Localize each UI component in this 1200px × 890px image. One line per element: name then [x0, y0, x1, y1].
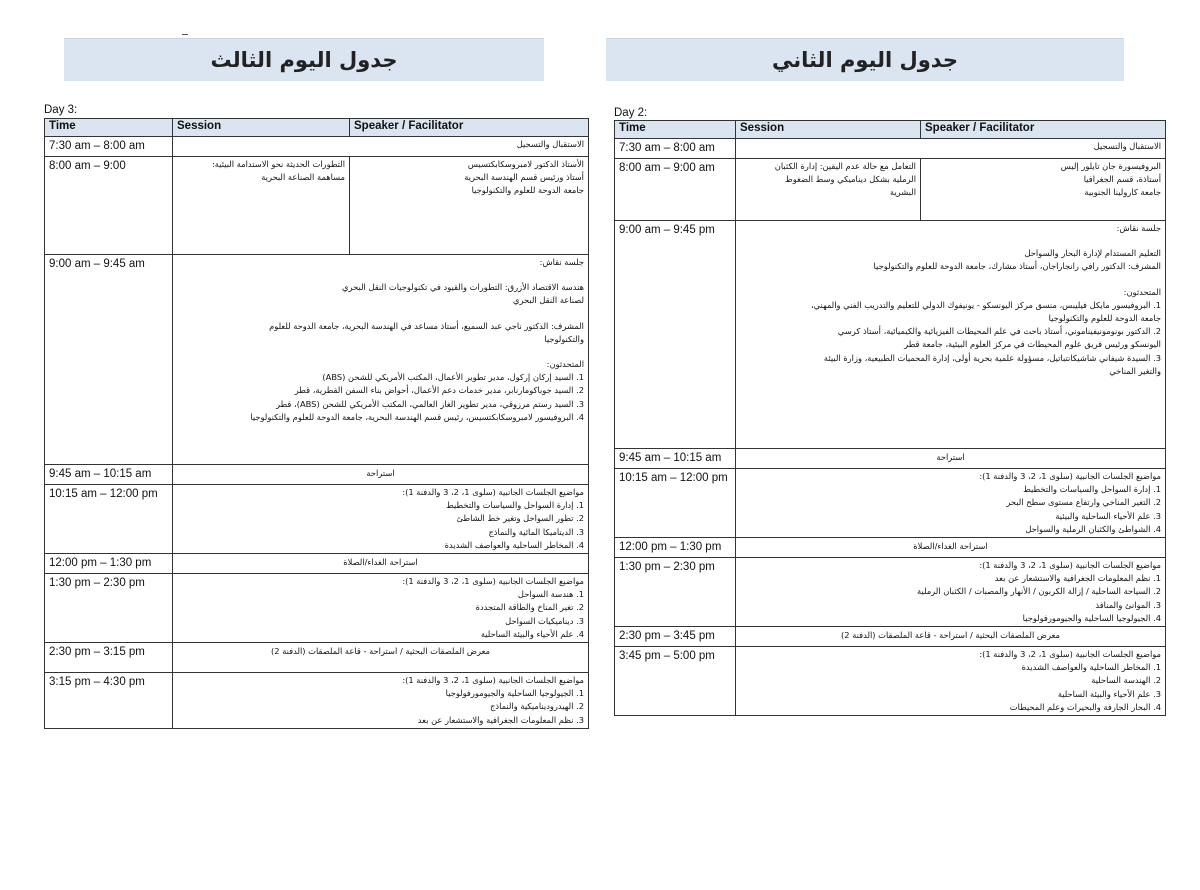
table-row [45, 574, 589, 643]
line-gap [740, 235, 1161, 247]
line-gap [177, 308, 584, 320]
row-session-lines [736, 221, 1166, 449]
row-time: 3:15 pm – 4:30 pm [45, 673, 173, 729]
table-row [615, 469, 1166, 538]
cell-line: البروفيسورة جان تايلور إليس [1060, 161, 1161, 171]
day3-label: Day 3: [44, 104, 78, 116]
table-row [615, 139, 1166, 159]
row-session [736, 159, 921, 221]
day2-schedule-table [614, 120, 1166, 716]
cell-line: الأستاذ الدكتور لامبروسكابكتسيس [467, 159, 584, 169]
cell-line: 1. إدارة السواحل والسياسات والتخطيط [446, 500, 584, 511]
cell-line: البشرية [889, 187, 916, 198]
row-time: 10:15 am – 12:00 pm [45, 485, 173, 554]
row-session-text: معرض الملصقات البحثية / استراحة - قاعة الملصقات (الدفنة 2) [173, 643, 589, 673]
cell-line: مواضيع الجلسات الجانبية (سلوى 1، 2، 3 والدفنة 1): [979, 471, 1161, 481]
row-session-lines [173, 574, 589, 643]
table-row [615, 627, 1166, 647]
cell-line: المشرف: الدكتور رافي رانجاراجان، أستاذ مشارك، جامعة الدوحة للعلوم والتكنولوجيا [873, 261, 1161, 272]
row-session-text: استراحة [736, 449, 1166, 469]
row-session-lines [173, 255, 589, 465]
cell-line: 2. تغير المناخ والطاقة المتجددة [475, 602, 584, 613]
cell-line: 3. ديناميكيات السواحل [505, 615, 584, 626]
row-speaker [921, 159, 1166, 221]
time-header: Time [45, 119, 173, 137]
day3-title-banner [64, 38, 544, 81]
row-session-lines [173, 485, 589, 554]
day3-schedule-table [44, 118, 589, 729]
row-time: 7:30 am – 8:00 am [615, 139, 736, 159]
table-header-row [615, 121, 1166, 139]
row-time: 9:00 am – 9:45 pm [615, 221, 736, 449]
cell-line: 3. السيد رستم مرزوقي، مدير تطوير الغاز العالمي، المكتب الأمريكي للشحن (ABS)، قطر [276, 398, 584, 409]
cell-line: أستاذة، قسم الجغرافيا [1083, 174, 1161, 185]
cell-line: 1. البروفيسور مايكل فيليبس، منسق مركز اليونسكو - يونيفوك الدولي للتعليم والتدريب الفني والمهني، [810, 299, 1161, 310]
line-gap [740, 274, 1161, 286]
table-row [45, 554, 589, 574]
row-session [173, 157, 350, 255]
cell-line: 4. الشواطئ والكثبان الرملية والسواحل [1025, 523, 1161, 534]
cell-line: أستاذ ورئيس قسم الهندسة البحرية [464, 172, 584, 183]
table-row [45, 255, 589, 465]
row-time: 12:00 pm – 1:30 pm [615, 538, 736, 558]
table-row [45, 643, 589, 673]
cell-line: اليونسكو ورئيس فريق علوم المحيطات في مركز العلوم البيئية، جامعة قطر [904, 339, 1161, 350]
cell-line: والتغير المناخي [1109, 365, 1161, 376]
cell-line: 1. السيد إركان إركول، مدير تطوير الأعمال، المكتب الأمريكي للشحن (ABS) [322, 372, 584, 383]
cell-line: لصناعة النقل البحري [512, 295, 584, 306]
table-row [615, 221, 1166, 449]
cell-line: 1. هندسة السواحل [517, 589, 584, 600]
row-session-text: استراحة [173, 465, 589, 485]
table-row [45, 465, 589, 485]
speaker-header: Speaker / Facilitator [350, 119, 589, 137]
row-session-text: استراحة الغداء/الصلاة [736, 538, 1166, 558]
cell-line: 2. السيد جوباكومارنابر، مدير خدمات دعم الأعمال، أحواض بناء السفن القطرية، قطر [294, 385, 584, 396]
cell-line: 1. إدارة السواحل والسياسات والتخطيط [1023, 484, 1161, 495]
cell-line: مواضيع الجلسات الجانبية (سلوى 1، 2، 3 والدفنة 1): [979, 560, 1161, 571]
row-speaker [350, 157, 589, 255]
session-header: Session [736, 121, 921, 139]
cell-line: جامعة كارولينا الجنوبية [1084, 187, 1161, 198]
row-session-lines [736, 647, 1166, 716]
cell-line: والتكنولوجيا [544, 333, 584, 344]
day2-title-banner [606, 38, 1124, 81]
row-session-lines [173, 673, 589, 729]
row-session-text: استراحة الغداء/الصلاة [173, 554, 589, 574]
table-header-row [45, 119, 589, 137]
cell-line: الرملية بشكل ديناميكي وسط الضغوط [785, 174, 916, 185]
row-time: 10:15 am – 12:00 pm [615, 469, 736, 538]
cell-line: 3. الموانئ والمنافذ [1095, 599, 1161, 610]
cell-line: هندسة الاقتصاد الأزرق: التطورات والقيود في تكنولوجيات النقل البحري [342, 282, 584, 293]
cell-line: 2. التغير المناخي وارتفاع مستوى سطح البحر [1006, 497, 1161, 508]
table-row [45, 157, 589, 255]
cell-line: 2. الهندسة الساحلية [1091, 675, 1161, 686]
row-time: 7:30 am – 8:00 am [45, 137, 173, 157]
table-row [615, 538, 1166, 558]
row-time: 8:00 am – 9:00 [45, 157, 173, 255]
table-row [615, 558, 1166, 627]
cell-line: مواضيع الجلسات الجانبية (سلوى 1، 2، 3 والدفنة 1): [402, 487, 584, 497]
table-row [45, 137, 589, 157]
table-row [45, 485, 589, 554]
row-time: 1:30 pm – 2:30 pm [615, 558, 736, 627]
cell-line: التعامل مع حالة عدم اليقين: إدارة الكثبان [774, 161, 916, 171]
cell-line: جلسة نقاش: [539, 257, 584, 267]
cell-line: 4. الجيولوجيا الساحلية والجيومورفولوجيا [1022, 612, 1161, 623]
row-time: 2:30 pm – 3:15 pm [45, 643, 173, 673]
row-session-text: معرض الملصقات البحثية / استراحة - قاعة الملصقات (الدفنة 2) [736, 627, 1166, 647]
cell-line: المتحدثون: [1123, 286, 1161, 297]
cell-line: المتحدثون: [546, 359, 584, 370]
day2-title: جدول اليوم الثاني [771, 48, 959, 72]
row-time: 9:00 am – 9:45 am [45, 255, 173, 465]
cell-line: 1. الجيولوجيا الساحلية والجيومورفولوجيا [445, 688, 584, 699]
cell-line: 4. البحار الجارفة والبحيرات وعلم المحيطات [1009, 701, 1161, 712]
row-time: 9:45 am – 10:15 am [45, 465, 173, 485]
cell-line: 1. نظم المعلومات الجغرافية والاستشعار عن بعد [994, 573, 1161, 584]
cell-line: 4. المخاطر الساحلية والعواصف الشديدة [444, 539, 584, 550]
cell-line: 3. علم الأحياء الساحلية والبيئية [1055, 510, 1161, 521]
line-gap [177, 269, 584, 281]
cell-line: جلسة نقاش: [1116, 223, 1161, 233]
row-time: 9:45 am – 10:15 am [615, 449, 736, 469]
day3-title: جدول اليوم الثالث [210, 48, 398, 72]
cell-line: 3. نظم المعلومات الجغرافية والاستشعار عن بعد [417, 714, 584, 725]
cell-line: التعليم المستدام لإدارة البحار والسواحل [1024, 248, 1161, 259]
cell-line: 3. الديناميكا المائية والنماذج [488, 526, 584, 537]
cell-line: 2. الهيدروديناميكية والنماذج [490, 701, 584, 712]
row-time: 8:00 am – 9:00 am [615, 159, 736, 221]
cell-line: مساهمة الصناعة البحرية [261, 172, 345, 183]
cell-line: التطورات الحديثة نحو الاستدامة البيئية: [212, 159, 345, 169]
table-row [615, 449, 1166, 469]
cell-line: مواضيع الجلسات الجانبية (سلوى 1، 2، 3 والدفنة 1): [402, 576, 584, 587]
day2-label: Day 2: [614, 107, 648, 119]
row-session-text: الاستقبال والتسجيل [173, 137, 589, 157]
row-session-lines [736, 469, 1166, 538]
line-gap [177, 346, 584, 358]
row-session-lines [736, 558, 1166, 627]
cell-line: 4. علم الأحياء والبيئة الساحلية [480, 628, 584, 639]
table-row [615, 159, 1166, 221]
table-row [615, 647, 1166, 716]
cell-line: 3. السيدة شيفاني شاشيكانتباتيل، مسؤولة علمية بحرية أولى، إدارة المحميات الطبيعية، وزارة البيئة [823, 352, 1161, 363]
cell-line: 3. علم الأحياء والبيئة الساحلية [1057, 688, 1161, 699]
row-time: 1:30 pm – 2:30 pm [45, 574, 173, 643]
row-session-text: الاستقبال والتسجيل [736, 139, 1166, 159]
table-row [45, 673, 589, 729]
cell-line: مواضيع الجلسات الجانبية (سلوى 1، 2، 3 والدفنة 1): [402, 675, 584, 686]
cell-line: 2. تطور السواحل وتغير خط الشاطئ [456, 513, 584, 524]
cell-line: 2. الدكتور بونومونيفيناموني، أستاذ باحث في علم المحيطات الفيزيائية والكيميائية، أستاذ كرسي [837, 326, 1161, 337]
session-header: Session [173, 119, 350, 137]
cell-line: 2. السياحة الساحلية / إزالة الكربون / الأنهار والمصبات / الكثبان الرملية [917, 586, 1161, 597]
cell-line: جامعة الدوحة للعلوم والتكنولوجيا [471, 185, 584, 196]
cell-line: مواضيع الجلسات الجانبية (سلوى 1، 2، 3 والدفنة 1): [979, 649, 1161, 660]
cell-line: 4. البروفيسور لامبروسكابكتسيس، رئيس قسم الهندسة البحرية، جامعة الدوحة للعلوم والتكنولوجيا [250, 411, 584, 422]
cell-line: المشرف: الدكتور ناجي عبد السميع، أستاذ مساعد في الهندسة البحرية، جامعة الدوحة للعلوم [269, 320, 584, 331]
cell-line: 1. المخاطر الساحلية والعواصف الشديدة [1021, 662, 1161, 673]
row-time: 2:30 pm – 3:45 pm [615, 627, 736, 647]
row-time: 3:45 pm – 5:00 pm [615, 647, 736, 716]
cell-line: جامعة الدوحة للعلوم والتكنولوجيا [1048, 313, 1161, 324]
speaker-header: Speaker / Facilitator [921, 121, 1166, 139]
row-time: 12:00 pm – 1:30 pm [45, 554, 173, 574]
time-header: Time [615, 121, 736, 139]
